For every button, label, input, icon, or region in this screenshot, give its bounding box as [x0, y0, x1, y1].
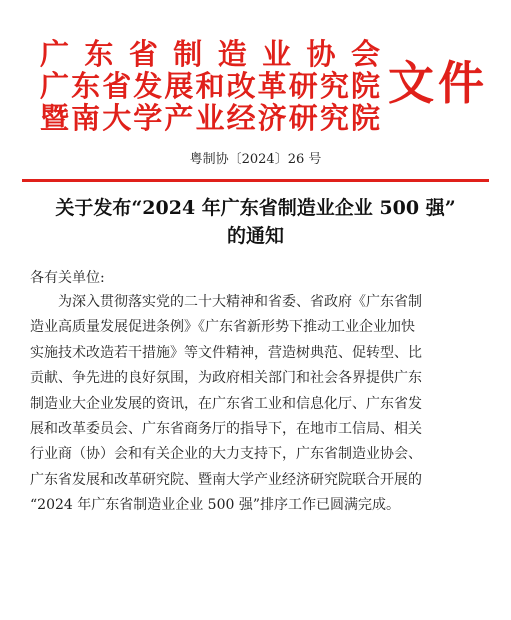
document-number: 粤制协〔2024〕26 号 [189, 152, 322, 167]
issuer-character: 暨 [40, 101, 70, 135]
issuer-jinan-university-institute [40, 102, 380, 134]
body-line: 实施技术改造若干措施》等文件精神，营造树典范、促转型、比 [30, 344, 422, 361]
body-line: 为深入贯彻落实党的二十大精神和省委、省政府《广东省制 [58, 294, 422, 310]
issuer-character: 研 [288, 69, 318, 103]
issuer-character: 改 [226, 69, 256, 103]
issuer-character: 业 [195, 101, 225, 135]
issuer-character: 院 [350, 69, 380, 103]
issuer-character: 会 [350, 37, 380, 71]
issuer-character: 经 [226, 101, 256, 135]
issuer-character: 院 [350, 101, 380, 135]
issuer-character: 制 [173, 37, 203, 71]
issuer-character: 省 [102, 69, 132, 103]
issuer-character: 广 [40, 69, 70, 103]
notice-title [20, 194, 491, 250]
issuer-manufacturing-association [40, 38, 380, 70]
issuer-character: 究 [319, 101, 349, 135]
issuer-character: 造 [217, 37, 247, 71]
notice-title-line-1: 关于发布“2024 年广东省制造业企业 500 强” [55, 197, 456, 219]
red-divider [22, 179, 489, 182]
issuer-character: 济 [257, 101, 287, 135]
issuer-character: 研 [288, 101, 318, 135]
issuer-character: 大 [102, 101, 132, 135]
issuer-character: 业 [262, 37, 292, 71]
issuer-character: 学 [133, 101, 163, 135]
issuer-character: 发 [133, 69, 163, 103]
notice-title-line-2: 的通知 [226, 225, 284, 247]
issuer-character: 东 [71, 69, 101, 103]
body-paragraph [30, 290, 486, 519]
issuer-character: 革 [257, 69, 287, 103]
issuer-character: 省 [128, 37, 158, 71]
issuer-character: 协 [306, 37, 336, 71]
body-line: 制造业大企业发展的资讯，在广东省工业和信息化厅、广东省发 [30, 395, 422, 412]
body-line: 造业高质量发展促进条例》《广东省新形势下推动工业企业加快 [30, 319, 415, 336]
body-line: 广东省发展和改革研究院、暨南大学产业经济研究院联合开展的 [30, 471, 422, 488]
body-line: “2024 年广东省制造业企业 500 强”排序工作已圆满完成。 [30, 497, 401, 514]
issuer-character: 究 [319, 69, 349, 103]
issuer-character: 东 [84, 37, 114, 71]
issuer-character: 展 [164, 69, 194, 103]
body-line: 贡献、争先进的良好氛围，为政府相关部门和社会各界提供广东 [30, 370, 422, 387]
issuer-character: 南 [71, 101, 101, 135]
issuer-list [40, 38, 380, 134]
issuer-character: 广 [40, 37, 70, 71]
body-line: 展和改革委员会、广东省商务厅的指导下，在地市工信局、相关 [30, 420, 422, 437]
issuer-development-reform-institute [40, 70, 380, 102]
issuer-character: 产 [164, 101, 194, 135]
salutation: 各有关单位: [30, 270, 105, 286]
document-header [0, 0, 511, 150]
body-line: 行业商（协）会和有关企业的大力支持下，广东省制造业协会、 [30, 446, 422, 463]
file-label: 文件 [388, 56, 488, 110]
issuer-character: 和 [195, 69, 225, 103]
